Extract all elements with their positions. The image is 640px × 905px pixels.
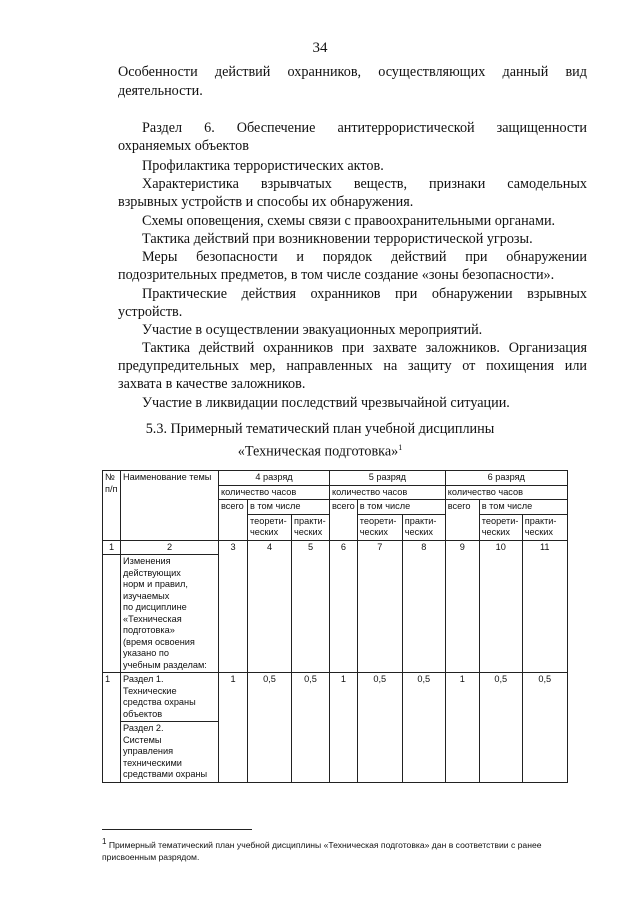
header-group-4: 4 разряд [219, 471, 330, 486]
header-practice: практи- ческих [522, 514, 567, 540]
text-line: захвата в качестве заложников. [118, 376, 306, 392]
text-line: Практические действия охранников при обнаружении взрывных [142, 286, 587, 302]
row-value: 0,5 [357, 673, 402, 783]
footnote-rule [102, 829, 252, 830]
column-number-row [103, 540, 568, 555]
row-value: 1 [330, 673, 358, 783]
text-line: Участие в ликвидации последствий чрезвычайной ситуации. [142, 395, 510, 411]
text-line: Тактика действий охранников при захвате заложников. Организация [142, 340, 587, 356]
header-total: всего [219, 500, 248, 541]
header-qty-hours: количество часов [445, 485, 567, 500]
header-num: № п/п [103, 471, 121, 541]
table-title-line2: «Техническая подготовка»$^1$ [237, 443, 403, 460]
section-heading-line: охраняемых объектов [118, 138, 249, 154]
col-number: 2 [121, 540, 219, 555]
intro-text: Изменения действующих норм и правил, изучаемых по дисциплине «Техническая подготовка» (время освоения указано по учебным разделам: [121, 555, 219, 673]
text-line: Характеристика взрывчатых веществ, признаки самодельных [142, 176, 587, 192]
footnote-mark: 1 [102, 837, 107, 846]
col-number: 9 [445, 540, 479, 673]
header-name: Наименование темы [121, 471, 219, 541]
row-value: 0,5 [292, 673, 330, 783]
text-line: подозрительных предметов, в том числе создание «зоны безопасности». [118, 267, 555, 283]
row-name: Раздел 1. Технические средства охраны объектов [121, 673, 219, 722]
row-value: 0,5 [402, 673, 445, 783]
footnote-text: Примерный тематический план учебной дисциплины «Техническая подготовка» дан в соответствии с ранее присвоенным разрядом. [102, 839, 542, 862]
row-value: 1 [219, 673, 248, 783]
text-line: Схемы оповещения, схемы связи с правоохранительными органами. [142, 213, 556, 229]
row-value: 0,5 [522, 673, 567, 783]
text-line: деятельности. [118, 83, 203, 99]
text-line: Профилактика террористических актов. [142, 158, 384, 174]
col-number: 3 [219, 540, 248, 673]
header-theory: теорети- ческих [479, 514, 522, 540]
text-line: Тактика действий при возникновении террористической угрозы. [142, 231, 533, 247]
header-qty-hours: количество часов [219, 485, 330, 500]
row-name: Раздел 2. Системы управления техническими средствами охраны [121, 722, 219, 783]
header-group-6: 6 разряд [445, 471, 567, 486]
header-theory: теорети- ческих [357, 514, 402, 540]
row-value: 0,5 [248, 673, 292, 783]
header-practice: практи- ческих [292, 514, 330, 540]
header-group-5: 5 разряд [330, 471, 446, 486]
row-num: 1 [103, 673, 121, 783]
col-number: 6 [330, 540, 358, 673]
col-number: 7 [357, 540, 402, 673]
page-number: 34 [312, 40, 328, 56]
text-line: Особенности действий охранников, осуществляющих данный вид [118, 64, 587, 80]
thematic-plan-table [102, 470, 568, 783]
footnote-mark: 1 [398, 443, 403, 452]
text-line: предупредительных мер, направленных на защиту от похищения или [118, 358, 587, 374]
text-line: Меры безопасности и порядок действий при обнаружении [142, 249, 587, 265]
cell-empty [103, 555, 121, 673]
row-value: 1 [445, 673, 479, 783]
section-heading-line: Раздел 6. Обеспечение антитеррористической защищенности [142, 120, 587, 136]
table-title-line1: 5.3. Примерный тематический план учебной дисциплины [145, 421, 495, 437]
col-number: 11 [522, 540, 567, 673]
col-number: 8 [402, 540, 445, 673]
header-incl: в том числе [357, 500, 445, 515]
footnote [102, 836, 592, 863]
text-line: устройств. [118, 304, 183, 320]
header-practice: практи- ческих [402, 514, 445, 540]
row-value: 0,5 [479, 673, 522, 783]
text-line: взрывных устройств и способы их обнаружения. [118, 194, 414, 210]
col-number: 1 [103, 540, 121, 555]
header-qty-hours: количество часов [330, 485, 446, 500]
col-number: 5 [292, 540, 330, 673]
header-incl: в том числе [479, 500, 567, 515]
col-number: 4 [248, 540, 292, 673]
header-theory: теорети- ческих [248, 514, 292, 540]
header-total: всего [330, 500, 358, 541]
table-row [103, 673, 568, 722]
header-incl: в том числе [248, 500, 330, 515]
header-total: всего [445, 500, 479, 541]
col-number: 10 [479, 540, 522, 673]
text-line: Участие в осуществлении эвакуационных мероприятий. [142, 322, 483, 338]
